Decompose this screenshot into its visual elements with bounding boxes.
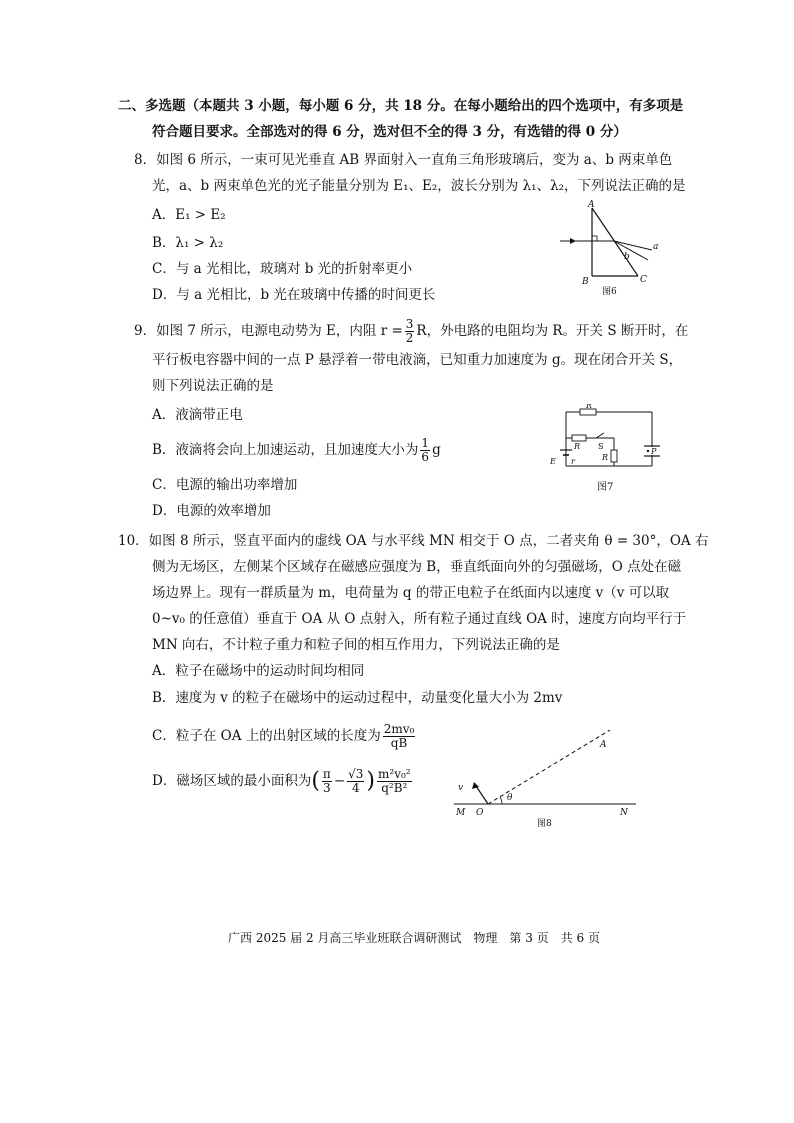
q8-option-b: B．λ₁ > λ₂ [152,235,224,251]
q9-option-b-post: g [432,442,441,458]
fig8-label-m: M [456,808,466,818]
fig7-label-r-top: R [586,404,593,410]
q10-option-d-c-den: q²B² [381,781,408,795]
q10-option-d: D．磁场区域的最小面积为( $\frac{\pi}{3}$ − $\frac{√3}{4}$ ) $\frac{\text{m²v₀²}}{\text{q²B²}}$ [152,767,411,795]
fig8-label-o: O [476,808,484,818]
q9-option-d: D．电源的效率增加 [152,503,271,519]
q10-option-d-b-den: 4 [351,781,360,795]
figure-8-field [452,722,646,830]
q10-option-d-c-num: m²v₀² [378,767,411,781]
q9-option-b [152,437,441,464]
q8-option-a: A．E₁ > E₂ [152,207,226,223]
fig7-label-p: P [651,447,657,456]
section-heading-line2: 符合题目要求。全部选对的得 6 分，选对但不全的得 3 分，有选错的得 0 分） [152,124,627,140]
fig8-label-n: N [620,808,628,818]
page-footer: 广西 2025 届 2 月高三毕业班联合调研测试 物理 第 3 页 共 6 页 [228,931,600,945]
fig7-label-emf: E [550,457,556,466]
q8-option-d: D．与 a 光相比，b 光在玻璃中传播的时间更长 [152,287,436,303]
q10-stem-line4: 0~v₀ 的任意值）垂直于 OA 从 O 点射入，所有粒子通过直线 OA 时，速度方向均平行于 [152,611,687,627]
q10-option-d-a-den: 3 [323,781,331,795]
q8-option-c: C．与 a 光相比，玻璃对 b 光的折射率更小 [152,261,413,277]
fig7-label-r-mid: R [602,453,609,462]
fig6-label-a-vertex: A [588,200,595,210]
fig8-label-a: A [600,740,607,750]
q8-stem-line2: 光，a、b 两束单色光的光子能量分别为 E₁、E₂，波长分别为 λ₁、λ₂，下列说法正确的是 [152,178,686,194]
q10-option-a: A．粒子在磁场中的运动时间均相同 [152,663,365,679]
q9-option-c: C．电源的输出功率增加 [152,477,298,493]
q9-r-fraction [405,318,415,345]
q9-stem-line2: 平行板电容器中间的一点 P 悬浮着一带电液滴，已知重力加速度为 g。现在闭合开关 S， [152,352,683,368]
q9-option-b-pre: B．液滴将会向上加速运动，且加速度大小为 [152,442,419,458]
figure-7-circuit [544,404,672,476]
q10-option-d-minus: − [333,773,346,789]
q9-r-den: 2 [405,331,414,345]
q10-option-d-frac-a [322,768,332,795]
q10-stem-line5: MN 向右，不计粒子重力和粒子间的相互作用力，下列说法正确的是 [152,637,560,653]
q9-stem-line3: 则下列说法正确的是 [152,378,274,394]
q9-option-b-den: 6 [421,450,430,464]
q10-option-d-b-num: √3 [348,767,364,781]
q10-option-c-num: 2mv₀ [383,722,415,736]
fig6-caption: 图6 [602,287,617,297]
q8-stem-line1: 8．如图 6 所示，一束可见光垂直 AB 界面射入一直角三角形玻璃后，变为 a、b 两束单色 [134,152,673,168]
q9-option-a: A．液滴带正电 [152,407,243,423]
q10-option-d-a-num: π [322,767,331,781]
q10-option-d-frac-c [377,768,412,795]
q10-option-d-pre: D．磁场区域的最小面积为 [152,773,312,789]
q10-option-d-frac-b [347,768,364,795]
q10-option-c-den: qB [390,736,408,750]
fig6-label-ray-a: a [653,242,659,252]
q10-stem-line1: 10．如图 8 所示，竖直平面内的虚线 OA 与水平线 MN 相交于 O 点，二者夹角 θ = 30°，OA 右 [118,533,709,549]
fig7-label-r-left: R [574,442,581,451]
fig6-label-c-vertex: C [640,275,647,285]
q9-option-b-num: 1 [421,436,430,450]
q10-option-c-pre: C．粒子在 OA 上的出射区域的长度为 [152,728,381,744]
fig8-label-theta: θ [507,793,513,803]
fig6-label-b-vertex: B [582,277,589,287]
q10-option-c [152,723,417,750]
q10-option-c-fraction [383,723,416,750]
fig6-label-ray-b: b [624,252,630,262]
q9-r-num: 3 [405,317,414,331]
q9-stem-line1-post: R，外电路的电阻均为 R。开关 S 断开时，在 [416,323,689,339]
q9-option-b-fraction [420,437,430,464]
q9-stem-line1 [134,318,688,345]
q10-stem-line2: 侧为无场区，左侧某个区域存在磁感应强度为 B，垂直纸面向外的匀强磁场，O 点处在磁 [152,559,682,575]
fig7-label-switch: S [598,442,604,451]
figure-6-prism [556,196,666,298]
q10-option-b: B．速度为 v 的粒子在磁场中的运动过程中，动量变化量大小为 2mv [152,690,563,706]
fig8-label-v: v [458,783,464,793]
fig7-caption: 图7 [597,482,614,493]
q10-stem-line3: 场边界上。现有一群质量为 m，电荷量为 q 的带正电粒子在纸面内以速度 v（v 可以取 [152,585,670,601]
fig7-label-internal-r: r [571,457,575,466]
q9-stem-line1-pre: 9．如图 7 所示，电源电动势为 E，内阻 r = [134,323,403,339]
section-heading-line1: 二、多选题（本题共 3 小题，每小题 6 分，共 18 分。在每小题给出的四个选项中，有多项是 [118,98,684,114]
fig8-caption: 图8 [537,819,552,829]
